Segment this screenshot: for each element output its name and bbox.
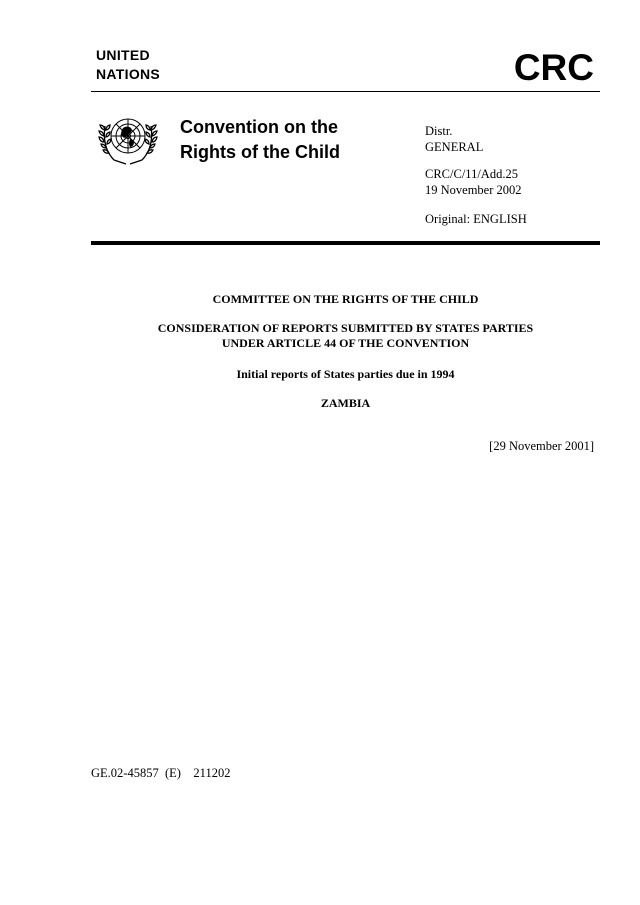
un-emblem-icon	[96, 108, 160, 168]
org-line-1: UNITED	[96, 47, 150, 63]
document-symbol: CRC/C/11/Add.25	[425, 167, 518, 181]
document-reference-block	[425, 166, 522, 198]
consideration-heading-line-2: UNDER ARTICLE 44 OF THE CONVENTION	[221, 336, 470, 350]
organization-name	[96, 46, 160, 84]
distr-label: Distr.	[425, 124, 453, 138]
distribution-block	[425, 123, 483, 155]
original-language: Original: ENGLISH	[425, 212, 527, 226]
document-date: 19 November 2002	[425, 183, 522, 197]
convention-title	[180, 115, 400, 165]
committee-heading: COMMITTEE ON THE RIGHTS OF THE CHILD	[212, 292, 479, 306]
convention-title-line-1: Convention on the	[180, 117, 338, 137]
consideration-heading	[91, 321, 600, 351]
document-series-symbol: CRC	[513, 47, 594, 88]
country-heading: ZAMBIA	[320, 396, 371, 410]
org-line-2: NATIONS	[96, 66, 161, 82]
initial-reports-heading: Initial reports of States parties due in 1994	[236, 367, 455, 381]
footer-job-number: GE.02-45857 (E) 211202	[91, 766, 231, 780]
consideration-heading-line-1: CONSIDERATION OF REPORTS SUBMITTED BY STATES PARTIES	[157, 321, 534, 335]
convention-title-line-2: Rights of the Child	[180, 142, 340, 162]
distr-value: GENERAL	[425, 140, 484, 154]
header-divider	[91, 91, 600, 92]
header-thick-divider	[91, 241, 600, 245]
submission-date: [29 November 2001]	[489, 439, 594, 453]
